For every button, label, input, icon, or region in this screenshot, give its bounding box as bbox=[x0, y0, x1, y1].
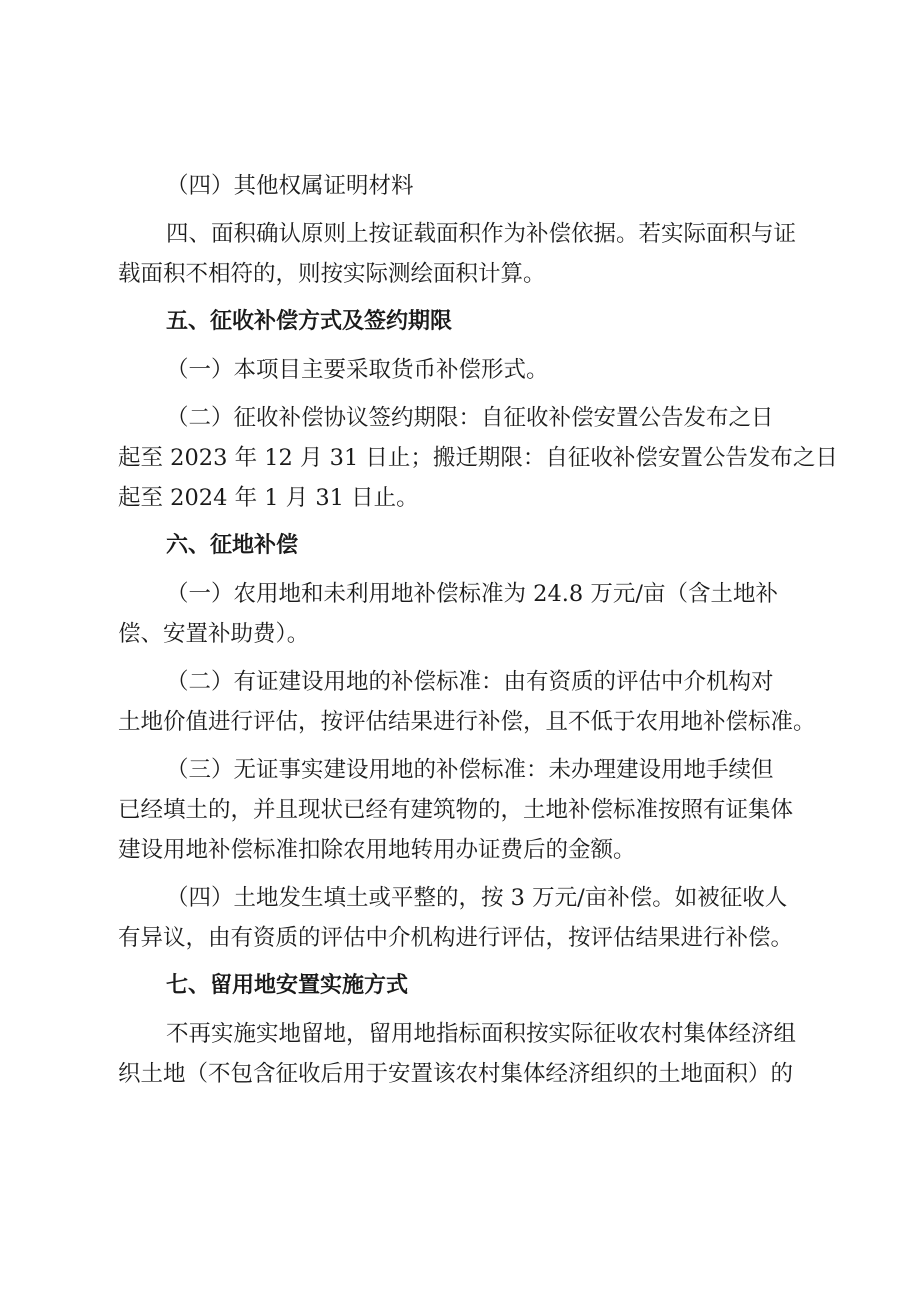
sec6-item3-line2: 已经填土的，并且现状已经有建筑物的，土地补偿标准按照有证集体 bbox=[118, 797, 794, 823]
sec6-heading: 六、征地补偿 bbox=[166, 533, 299, 558]
sec6-item2-line1: （二）有证建设用地的补偿标准：由有资质的评估中介机构对 bbox=[166, 669, 774, 695]
sec5-item2-line3: 起至 2024 年 1 月 31 日止。 bbox=[118, 485, 419, 511]
sec5-item2-line2: 起至 2023 年 12 月 31 日止；搬迁期限：自征收补偿安置公告发布之日 bbox=[118, 445, 838, 471]
document-body bbox=[118, 166, 838, 1094]
sec5-item1: （一）本项目主要采取货币补偿形式。 bbox=[166, 357, 549, 383]
sec6-item2-line2: 土地价值进行评估，按评估结果进行补偿，且不低于农用地补偿标准。 bbox=[118, 709, 816, 735]
sec6-item4-line2: 有异议，由有资质的评估中介机构进行评估，按评估结果进行补偿。 bbox=[118, 925, 794, 951]
sec5-heading: 五、征收补偿方式及签约期限 bbox=[166, 309, 453, 334]
sec6-item3-line3: 建设用地补偿标准扣除农用地转用办证费后的金额。 bbox=[118, 837, 636, 863]
sec7-para-line1: 不再实施实地留地，留用地指标面积按实际征收农村集体经济组 bbox=[166, 1021, 797, 1047]
sec4-item4: （四）其他权属证明材料 bbox=[166, 173, 414, 199]
sec6-item3-line1: （三）无证事实建设用地的补偿标准：未办理建设用地手续但 bbox=[166, 757, 774, 783]
area-rule-line2: 载面积不相符的，则按实际测绘面积计算。 bbox=[118, 261, 546, 287]
sec5-item2-line1: （二）征收补偿协议签约期限：自征收补偿安置公告发布之日 bbox=[166, 405, 774, 431]
sec6-item1-line2: 偿、安置补助费）。 bbox=[118, 621, 310, 647]
sec7-para-line2: 织土地（不包含征收后用于安置该农村集体经济组织的土地面积）的 bbox=[118, 1061, 794, 1087]
sec6-item1-line1: （一）农用地和未利用地补偿标准为 24.8 万元/亩（含土地补 bbox=[166, 581, 778, 607]
sec7-heading: 七、留用地安置实施方式 bbox=[166, 973, 409, 998]
sec6-item4-line1: （四）土地发生填土或平整的，按 3 万元/亩补偿。如被征收人 bbox=[166, 885, 788, 911]
area-rule-line1: 四、面积确认原则上按证载面积作为补偿依据。若实际面积与证 bbox=[166, 221, 797, 247]
